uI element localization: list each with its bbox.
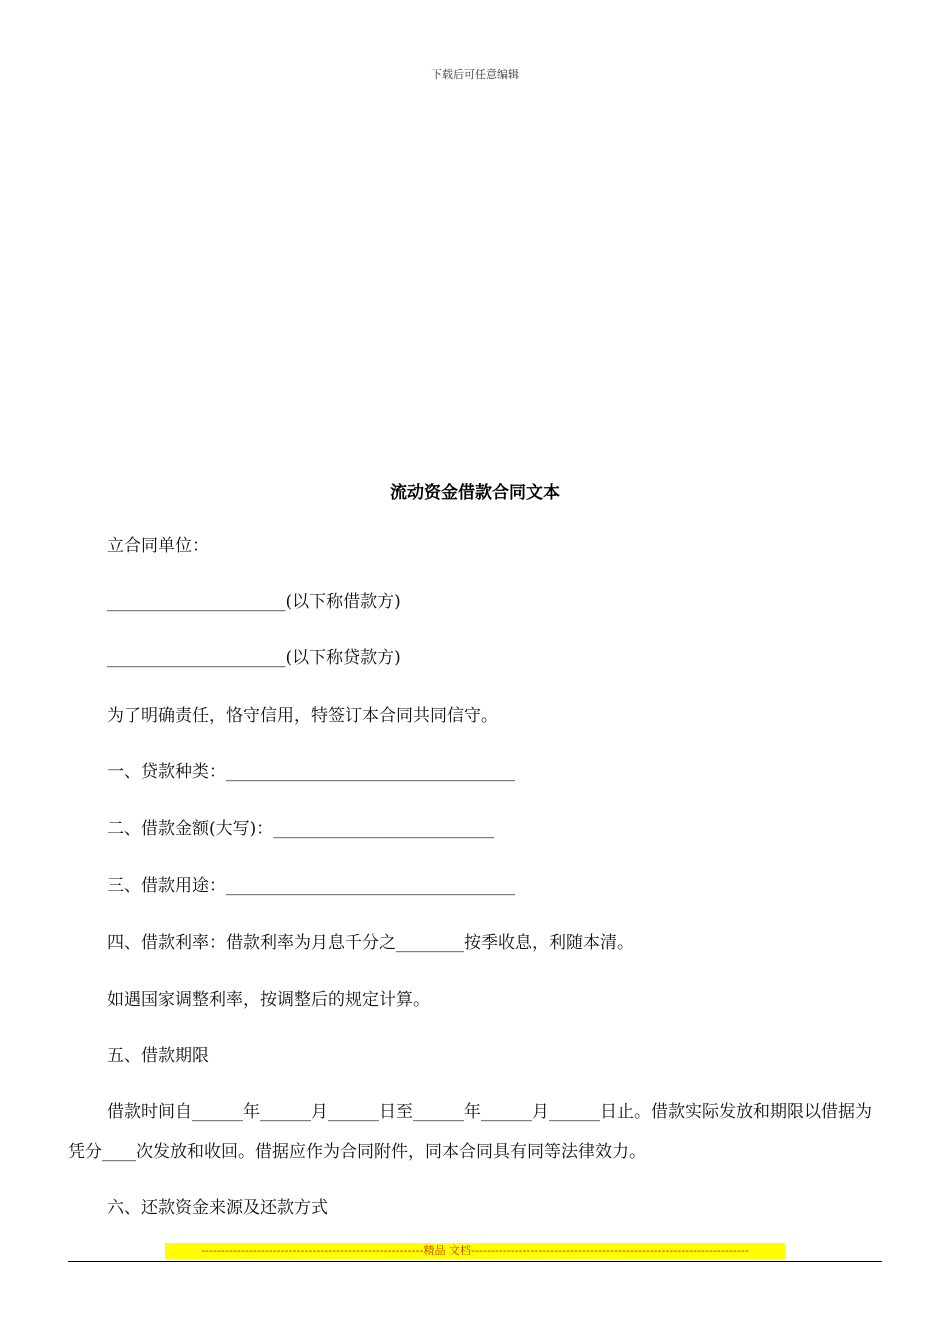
clause-interest-rate: 四、借款利率：借款利率为月息千分之________按季收息，利随本清。 <box>107 933 634 953</box>
loan-period-paragraph: 借款时间自______年______月______日至______年______月______日止。借款实际发放和期限以借据为凭分____次发放和收回。借据应作为合同附件，同本合同具有同等法律效力。 <box>68 1102 872 1162</box>
clause-loan-type: 一、贷款种类：__________________________________ <box>107 762 515 782</box>
borrower-line: _____________________(以下称借款方) <box>107 592 401 612</box>
clause-loan-amount: 二、借款金额(大写)：__________________________ <box>107 819 495 839</box>
clause-loan-period-heading: 五、借款期限 <box>107 1046 209 1066</box>
clause-loan-purpose: 三、借款用途：__________________________________ <box>107 876 515 896</box>
footer-banner: --------------------------------------------------------精品 文档---------------------------------------------------------------------- <box>165 1243 785 1259</box>
footer-rule <box>68 1261 882 1262</box>
interest-adjustment-note: 如遇国家调整利率，按调整后的规定计算。 <box>107 990 430 1010</box>
preamble: 为了明确责任，恪守信用，特签订本合同共同信守。 <box>107 706 498 726</box>
clause-repayment-heading: 六、还款资金来源及还款方式 <box>107 1198 328 1218</box>
lender-line: _____________________(以下称贷款方) <box>107 648 401 668</box>
document-title: 流动资金借款合同文本 <box>390 483 560 503</box>
contract-parties-label: 立合同单位： <box>107 536 209 556</box>
page-header: 下载后可任意编辑 <box>431 68 519 81</box>
